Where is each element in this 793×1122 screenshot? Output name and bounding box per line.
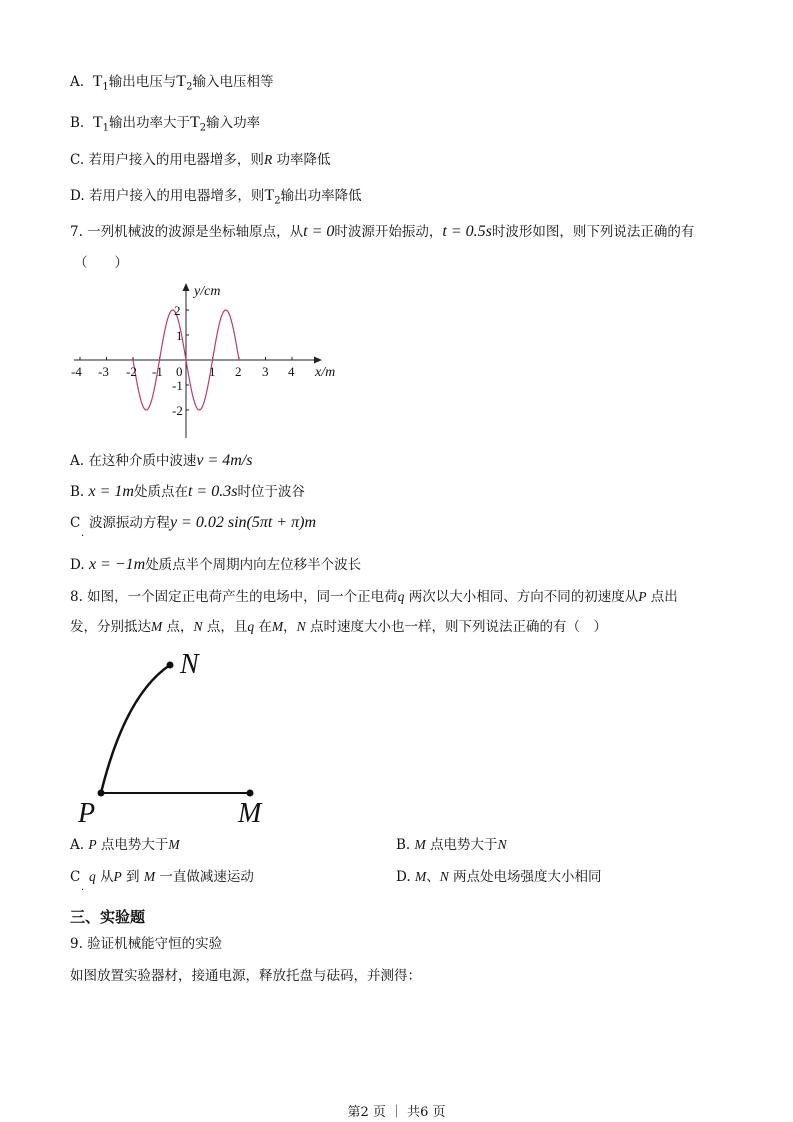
q6-option-c: C. 若用户接入的用电器增多，则R 功率降低 (70, 152, 331, 168)
point-m (247, 790, 254, 797)
x-tick-label: -4 (71, 364, 82, 379)
y-tick-label: 1 (176, 328, 183, 343)
option-dot-mark: · (81, 531, 85, 542)
label-m: M (238, 798, 262, 829)
point-p (98, 790, 105, 797)
q8-option-d: D. M、N 两点处电场强度大小相同 (396, 869, 602, 885)
point-n (167, 662, 174, 669)
option-dot-mark: · (81, 885, 85, 896)
path-p-to-n (101, 665, 170, 793)
q7-option-b: B. x = 1m处质点在t = 0.3s时位于波谷 (70, 483, 305, 500)
y-axis-label: y/cm (194, 284, 221, 299)
label-n: N (180, 649, 199, 680)
x-tick-label: 1 (209, 364, 216, 379)
section-title: 三、实验题 (70, 908, 146, 926)
x-tick-label: 0 (176, 364, 183, 379)
x-tick-label: -3 (98, 364, 109, 379)
y-tick-label: -1 (172, 378, 183, 393)
q7-wave-graph (60, 278, 360, 448)
y-axis-arrow (183, 283, 190, 291)
label-p: P (78, 798, 96, 829)
q7-answer-paren: （ ） (74, 255, 128, 271)
x-tick-label: -2 (126, 364, 137, 379)
q8-stem-line2: 发，分别抵达M 点，N 点，且q 在M，N 点时速度大小也一样，则下列说法正确的有（ ） (70, 619, 607, 635)
y-tick-label: -2 (172, 403, 183, 418)
x-tick-label: -1 (152, 364, 163, 379)
x-axis-label: x/m (315, 365, 336, 380)
q7-option-c: C 波源振动方程y = 0.02 sin(5πt + π)m (70, 514, 316, 531)
q6-option-b: B. $T_1$输出功率大于$T_2$输入功率 (70, 114, 261, 134)
x-tick-label: 3 (262, 364, 269, 379)
q8-stem-line1: 8. 如图，一个固定正电荷产生的电场中，同一个正电荷q 两次以大小相同、方向不同的初速度从P 点出 (70, 589, 678, 605)
q8-option-a: A. P 点电势大于M (70, 837, 180, 853)
q7-stem: 7. 一列机械波的波源是坐标轴原点，从t = 0时波源开始振动，t = 0.5s时波形如图，则下列说法正确的有 (70, 223, 695, 240)
x-axis-arrow (314, 357, 322, 364)
q8-option-c: C q 从P 到 M 一直做减速运动 (70, 869, 254, 885)
q9-instruction: 如图放置实验器材，接通电源，释放托盘与砝码，并测得： (70, 968, 421, 984)
x-tick-label: 4 (288, 364, 295, 379)
x-tick-label: 2 (235, 364, 242, 379)
q7-option-a: A. 在这种介质中波速v = 4m/s (70, 452, 253, 469)
q9-stem: 9. 验证机械能守恒的实验 (70, 936, 223, 952)
q7-option-d: D. x = −1m处质点半个周期内向左位移半个波长 (70, 556, 362, 573)
y-tick-label: 2 (174, 303, 181, 318)
q6-option-d: D. 若用户接入的用电器增多，则$T_2$输出功率降低 (70, 187, 362, 207)
q8-field-figure (70, 645, 290, 830)
page-footer: 第2 页 ｜ 共6 页 (347, 1105, 446, 1120)
q6-option-a: A. $T_1$输出电压与$T_2$输入电压相等 (70, 73, 274, 93)
q8-option-b: B. M 点电势大于N (396, 837, 507, 853)
